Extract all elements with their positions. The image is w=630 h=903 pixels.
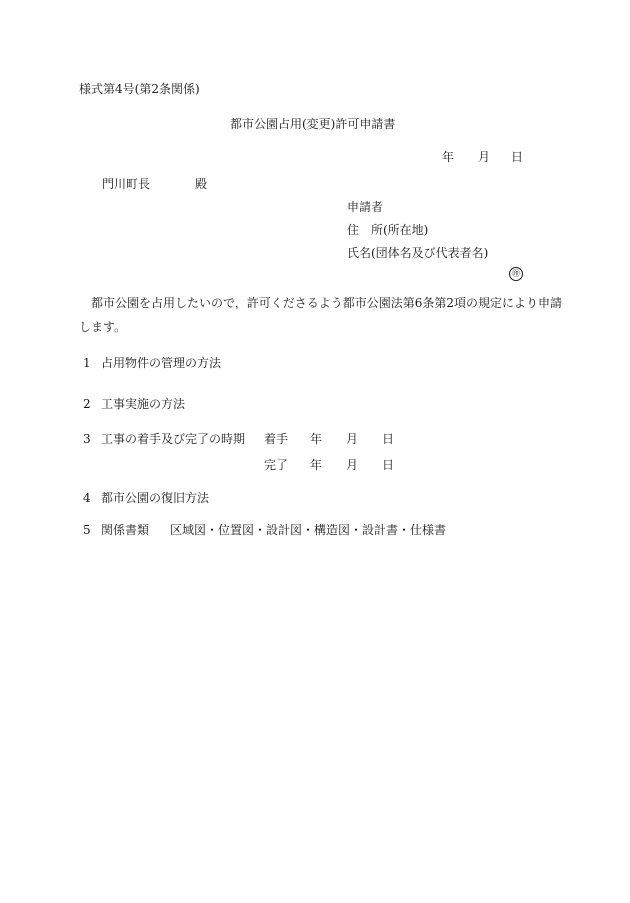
item-label: 関係書類 <box>101 523 150 537</box>
date-month: 月 <box>478 150 491 164</box>
applicant-label: 申請者 <box>347 200 384 214</box>
schedule-start-day: 日 <box>382 432 395 446</box>
schedule-end-month: 月 <box>346 458 359 472</box>
document-title: 都市公園占用(変更)許可申請書 <box>230 117 396 131</box>
item-label: 工事実施の方法 <box>101 397 186 411</box>
item-number: 4 <box>83 491 91 505</box>
date-year: 年 <box>442 150 455 164</box>
seal-mark: ㊞ <box>509 267 523 281</box>
date-day: 日 <box>511 150 524 164</box>
schedule-start-label: 着手 <box>264 432 289 446</box>
item-number: 2 <box>83 397 91 411</box>
addressee-name: 門川町長 <box>102 177 151 191</box>
documents-list: 区域図・位置図・設計図・構造図・設計書・仕様書 <box>170 523 447 537</box>
body-text-line-2: します。 <box>79 320 127 334</box>
body-text-line-1: 都市公園を占用したいので，許可くださるよう都市公園法第6条第2項の規定により申請 <box>79 296 563 310</box>
addressee-honorific: 殿 <box>195 177 208 191</box>
form-number: 様式第4号(第2条関係) <box>79 82 200 96</box>
item-number: 5 <box>83 523 91 537</box>
applicant-address-label: 住 所(所在地) <box>347 223 429 237</box>
applicant-name-label: 氏名(団体名及び代表者名) <box>347 246 489 260</box>
item-number: 1 <box>83 356 91 370</box>
item-label: 工事の着手及び完了の時期 <box>101 432 246 446</box>
item-number: 3 <box>83 432 91 446</box>
schedule-start-month: 月 <box>346 432 359 446</box>
schedule-end-year: 年 <box>310 458 323 472</box>
schedule-start-year: 年 <box>310 432 323 446</box>
item-label: 都市公園の復旧方法 <box>101 491 210 505</box>
item-label: 占用物件の管理の方法 <box>101 356 222 370</box>
schedule-end-day: 日 <box>382 458 395 472</box>
schedule-end-label: 完了 <box>264 458 289 472</box>
